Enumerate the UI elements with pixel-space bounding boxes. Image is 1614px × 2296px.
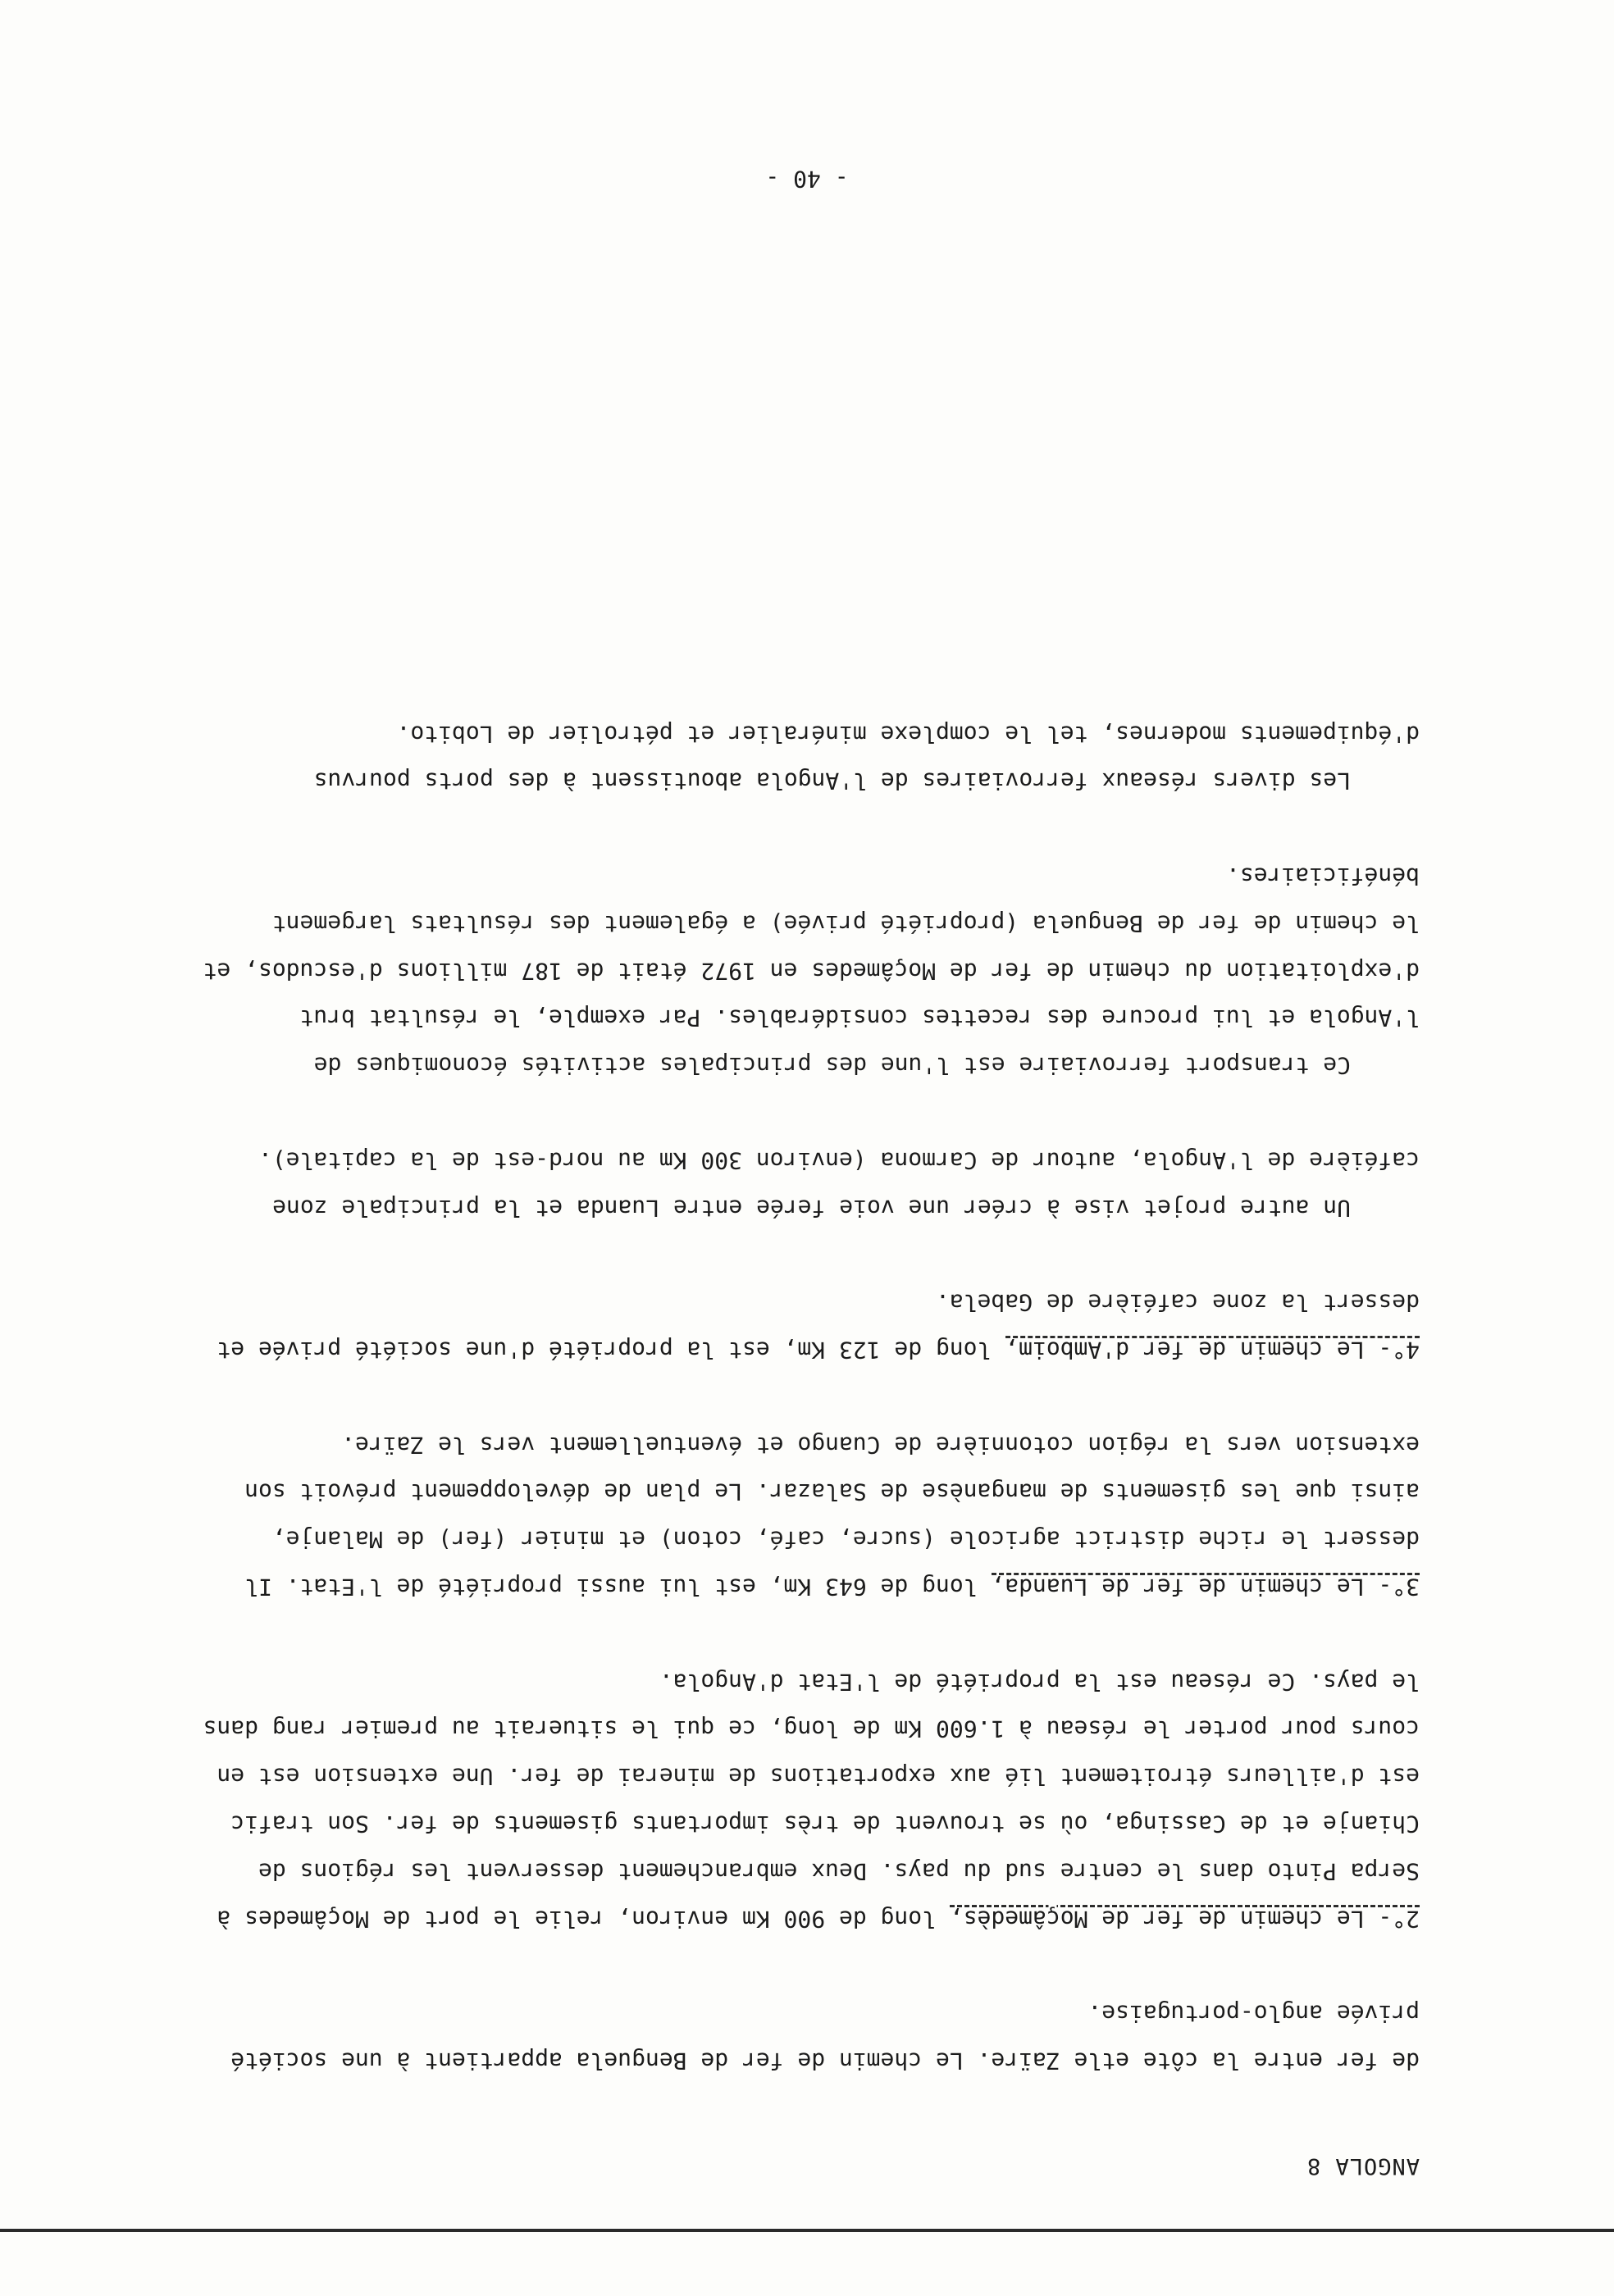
- body-text: [198, 710, 1420, 2084]
- paragraph-3-lead: 3°- Le chemin de fer de Luanda,: [991, 1574, 1420, 1601]
- paragraph-2: [198, 1658, 1420, 1943]
- paragraph-1: [198, 1989, 1420, 2084]
- paragraph-6: [198, 852, 1420, 1089]
- document-reference: ANGOLA 8: [1306, 2153, 1420, 2179]
- paragraph-5: [198, 1137, 1420, 1232]
- paragraph-1-text: de fer entre la côte etle Zaïre. Le chemin de fer de Benguela appartient à une société privée anglo-portugaise.: [230, 2000, 1420, 2075]
- paragraph-3: [198, 1421, 1420, 1610]
- paragraph-4-text: long de 123 Km, est la propriété d'une société privée et dessert la zone caféière de Gabela.: [217, 1289, 1420, 1364]
- paragraph-2-lead: 2°- Le chemin de fer de Moçâmedès,: [949, 1905, 1420, 1933]
- paragraph-5-text: Un autre projet vise à créer une voie ferée entre Luanda et la principale zone caféière de l'Angola, autour de Carmona (environ 300 Km au nord-est de la capitale).: [258, 1146, 1420, 1222]
- paragraph-7: [198, 710, 1420, 805]
- paragraph-7-text: Les divers réseaux ferroviaires de l'Angola aboutissent à des ports pourvus d'équipements modernes, tel le complexe minéralier et pétrolier de Lobito.: [313, 720, 1420, 795]
- page-number: - 40 -: [765, 166, 849, 193]
- paragraph-4-lead: 4°- Le chemin de fer d'Amboim,: [1005, 1337, 1420, 1364]
- paragraph-4: [198, 1278, 1420, 1374]
- top-rule: [0, 2229, 1614, 2232]
- paragraph-3-text: long de 643 Km, est lui aussi propriété de l'Etat. Il dessert le riche district agricole (sucre, café, coton) et minier (fer) de Malanje, ainsi que les gisements de manganèse de Salazar. Le plan de développement prévoit son extension vers la région cotonnière de Cuango et éventuellement vers le Zaïre.: [244, 1431, 1420, 1601]
- paragraph-2-text: long de 900 Km environ, relie le port de Moçâmedes à Serpa Pinto dans le centre sud du pays. Deux embranchement desservent les régions de Chianje et de Cassinga, où se trouvent de très importants gisements de fer. Son trafic est d'ailleurs étroitement lié aux exportations de minerai de fer. Une extension est en cours pour porter le réseau à 1.600 Km de long, ce qui le situerait au premier rang dans le pays. Ce réseau est la propriété de l'Etat d'Angola.: [203, 1668, 1420, 1933]
- paragraph-6-text: Ce transport ferroviaire est l'une des principales activités économiques de l'Angola et lui procure des recettes considérables. Par exemple, le résultat brut d'exploitation du chemin de fer de Moçâmedes en 1972 était de 187 millions d'escudos, et le chemin de fer de Benguela (propriété privée) a également des résultats largement bénéficiaires.: [203, 863, 1420, 1080]
